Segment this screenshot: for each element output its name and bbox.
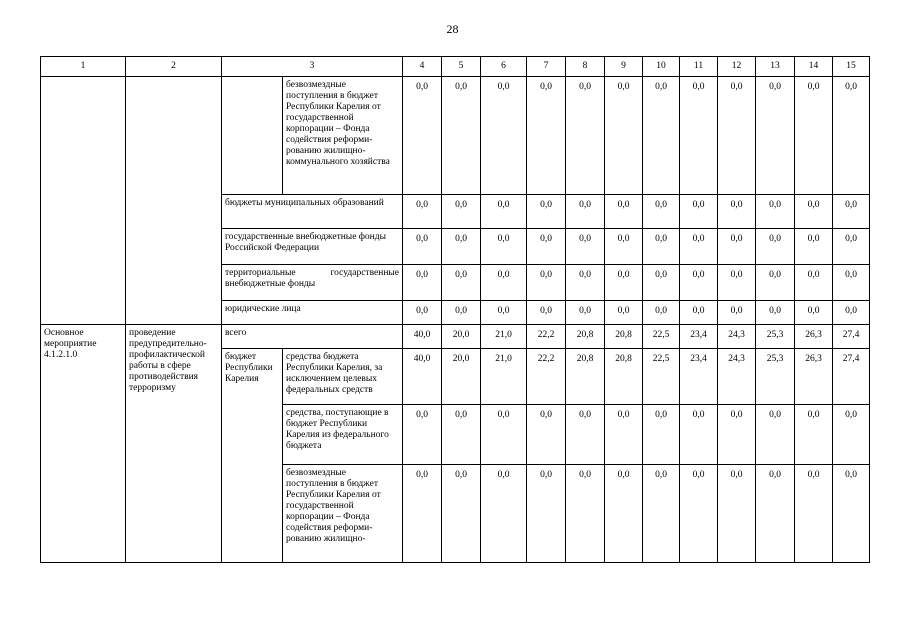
value-cell: 22,2 [527, 325, 566, 349]
value-cell: 0,0 [605, 265, 643, 301]
value-cell: 0,0 [605, 301, 643, 325]
value-cell: 25,3 [756, 349, 795, 405]
value-cell: 23,4 [680, 325, 718, 349]
value-cell: 40,0 [403, 349, 442, 405]
value-cell: 20,0 [442, 349, 481, 405]
value-cell: 0,0 [643, 301, 680, 325]
value-cell: 26,3 [795, 349, 833, 405]
value-cell: 0,0 [403, 265, 442, 301]
header-cell: 10 [643, 57, 680, 77]
value-cell: 0,0 [833, 301, 870, 325]
header-cell: 1 [41, 57, 126, 77]
header-row [41, 57, 870, 77]
source-name: территориальные государственные внебюджетные фонды [222, 265, 403, 301]
value-cell: 27,4 [833, 325, 870, 349]
value-cell: 0,0 [795, 229, 833, 265]
empty-cell [222, 77, 283, 195]
value-cell: 0,0 [756, 195, 795, 229]
value-cell: 0,0 [718, 77, 756, 195]
header-cell: 7 [527, 57, 566, 77]
header-cell: 13 [756, 57, 795, 77]
page-number: 28 [446, 22, 459, 36]
value-cell: 0,0 [605, 77, 643, 195]
value-cell: 0,0 [566, 265, 605, 301]
value-cell: 20,8 [566, 325, 605, 349]
value-cell: 0,0 [403, 229, 442, 265]
value-cell: 0,0 [718, 229, 756, 265]
value-cell: 20,8 [605, 349, 643, 405]
value-cell: 0,0 [718, 195, 756, 229]
value-cell: 0,0 [795, 301, 833, 325]
value-cell: 0,0 [680, 265, 718, 301]
value-cell: 0,0 [680, 465, 718, 563]
value-cell: 0,0 [795, 265, 833, 301]
value-cell: 0,0 [643, 465, 680, 563]
value-cell: 0,0 [833, 229, 870, 265]
value-cell: 0,0 [718, 405, 756, 465]
value-cell: 0,0 [795, 405, 833, 465]
value-cell: 0,0 [566, 405, 605, 465]
source-group-name: бюджет Республики Карелия [222, 349, 283, 563]
header-cell: 11 [680, 57, 718, 77]
value-cell: 22,5 [643, 325, 680, 349]
value-cell: 0,0 [527, 265, 566, 301]
value-cell: 24,3 [718, 325, 756, 349]
value-cell: 0,0 [605, 465, 643, 563]
header-cell: 5 [442, 57, 481, 77]
value-cell: 0,0 [481, 229, 527, 265]
value-cell: 0,0 [795, 195, 833, 229]
value-cell: 0,0 [403, 465, 442, 563]
table-row [41, 325, 870, 349]
value-cell: 20,0 [442, 325, 481, 349]
value-cell: 0,0 [756, 301, 795, 325]
value-cell: 0,0 [680, 195, 718, 229]
value-cell: 0,0 [403, 405, 442, 465]
table-row [41, 77, 870, 195]
value-cell: 0,0 [756, 405, 795, 465]
value-cell: 0,0 [833, 465, 870, 563]
value-cell: 0,0 [756, 77, 795, 195]
value-cell: 21,0 [481, 349, 527, 405]
value-cell: 0,0 [605, 229, 643, 265]
value-cell: 0,0 [527, 77, 566, 195]
value-cell: 0,0 [442, 195, 481, 229]
header-cell: 14 [795, 57, 833, 77]
value-cell: 0,0 [718, 265, 756, 301]
value-cell: 0,0 [442, 465, 481, 563]
value-cell: 0,0 [442, 405, 481, 465]
value-cell: 0,0 [527, 405, 566, 465]
source-name: средства, поступающие в бюджет Республики Карелия из федерального бюджета [283, 405, 403, 465]
value-cell: 0,0 [566, 195, 605, 229]
value-cell: 0,0 [605, 405, 643, 465]
value-cell: 0,0 [756, 265, 795, 301]
value-cell: 0,0 [566, 229, 605, 265]
value-cell: 0,0 [481, 77, 527, 195]
value-cell: 0,0 [718, 465, 756, 563]
value-cell: 22,5 [643, 349, 680, 405]
value-cell: 0,0 [795, 77, 833, 195]
value-cell: 25,3 [756, 325, 795, 349]
empty-cell [41, 77, 126, 325]
value-cell: 0,0 [643, 265, 680, 301]
source-name: юридические лица [222, 301, 403, 325]
header-cell: 2 [126, 57, 222, 77]
source-name: безвозмездные поступления в бюджет Республики Карелия от государственной корпорации – Фонда содействия реформированию жилищно- [283, 465, 403, 563]
value-cell: 0,0 [833, 265, 870, 301]
value-cell: 20,8 [566, 349, 605, 405]
value-cell: 0,0 [566, 301, 605, 325]
header-cell: 15 [833, 57, 870, 77]
value-cell: 0,0 [680, 405, 718, 465]
value-cell: 0,0 [566, 465, 605, 563]
header-cell: 3 [222, 57, 403, 77]
source-name: средства бюджета Республики Карелия, за исключением целевых федеральных средств [283, 349, 403, 405]
source-name: государственные внебюджетные фонды Российской Федерации [222, 229, 403, 265]
value-cell: 0,0 [442, 77, 481, 195]
value-cell: 24,3 [718, 349, 756, 405]
value-cell: 0,0 [756, 229, 795, 265]
value-cell: 0,0 [527, 195, 566, 229]
value-cell: 0,0 [680, 77, 718, 195]
header-cell: 8 [566, 57, 605, 77]
value-cell: 0,0 [527, 229, 566, 265]
value-cell: 0,0 [403, 301, 442, 325]
value-cell: 0,0 [481, 265, 527, 301]
value-cell: 0,0 [481, 195, 527, 229]
value-cell: 0,0 [833, 195, 870, 229]
value-cell: 0,0 [643, 77, 680, 195]
value-cell: 0,0 [442, 229, 481, 265]
value-cell: 0,0 [643, 405, 680, 465]
value-cell: 40,0 [403, 325, 442, 349]
value-cell: 0,0 [833, 77, 870, 195]
value-cell: 27,4 [833, 349, 870, 405]
value-cell: 0,0 [403, 77, 442, 195]
empty-cell [126, 77, 222, 325]
value-cell: 0,0 [527, 465, 566, 563]
value-cell: 0,0 [756, 465, 795, 563]
value-cell: 0,0 [442, 301, 481, 325]
value-cell: 0,0 [527, 301, 566, 325]
header-cell: 12 [718, 57, 756, 77]
source-name: бюджеты муниципальных образований [222, 195, 403, 229]
value-cell: 0,0 [442, 265, 481, 301]
value-cell: 0,0 [680, 229, 718, 265]
value-cell: 0,0 [403, 195, 442, 229]
value-cell: 22,2 [527, 349, 566, 405]
value-cell: 0,0 [566, 77, 605, 195]
header-cell: 6 [481, 57, 527, 77]
value-cell: 23,4 [680, 349, 718, 405]
activity-code: Основное мероприятие 4.1.2.1.0 [41, 325, 126, 563]
budget-table [40, 56, 870, 563]
value-cell: 26,3 [795, 325, 833, 349]
header-cell: 9 [605, 57, 643, 77]
value-cell: 0,0 [481, 405, 527, 465]
value-cell: 0,0 [643, 195, 680, 229]
source-name: безвозмездные поступления в бюджет Республики Карелия от государственной корпорации – Фонда содействия реформированию жилищно-коммунального хозяйства [283, 77, 403, 195]
source-name: всего [222, 325, 403, 349]
value-cell: 21,0 [481, 325, 527, 349]
value-cell: 0,0 [481, 301, 527, 325]
value-cell: 0,0 [481, 465, 527, 563]
value-cell: 0,0 [833, 405, 870, 465]
value-cell: 0,0 [643, 229, 680, 265]
value-cell: 0,0 [680, 301, 718, 325]
value-cell: 0,0 [605, 195, 643, 229]
header-cell: 4 [403, 57, 442, 77]
value-cell: 20,8 [605, 325, 643, 349]
activity-name: проведение предупредительно-профилактической работы в сфере противодействия терроризму [126, 325, 222, 563]
value-cell: 0,0 [718, 301, 756, 325]
value-cell: 0,0 [795, 465, 833, 563]
